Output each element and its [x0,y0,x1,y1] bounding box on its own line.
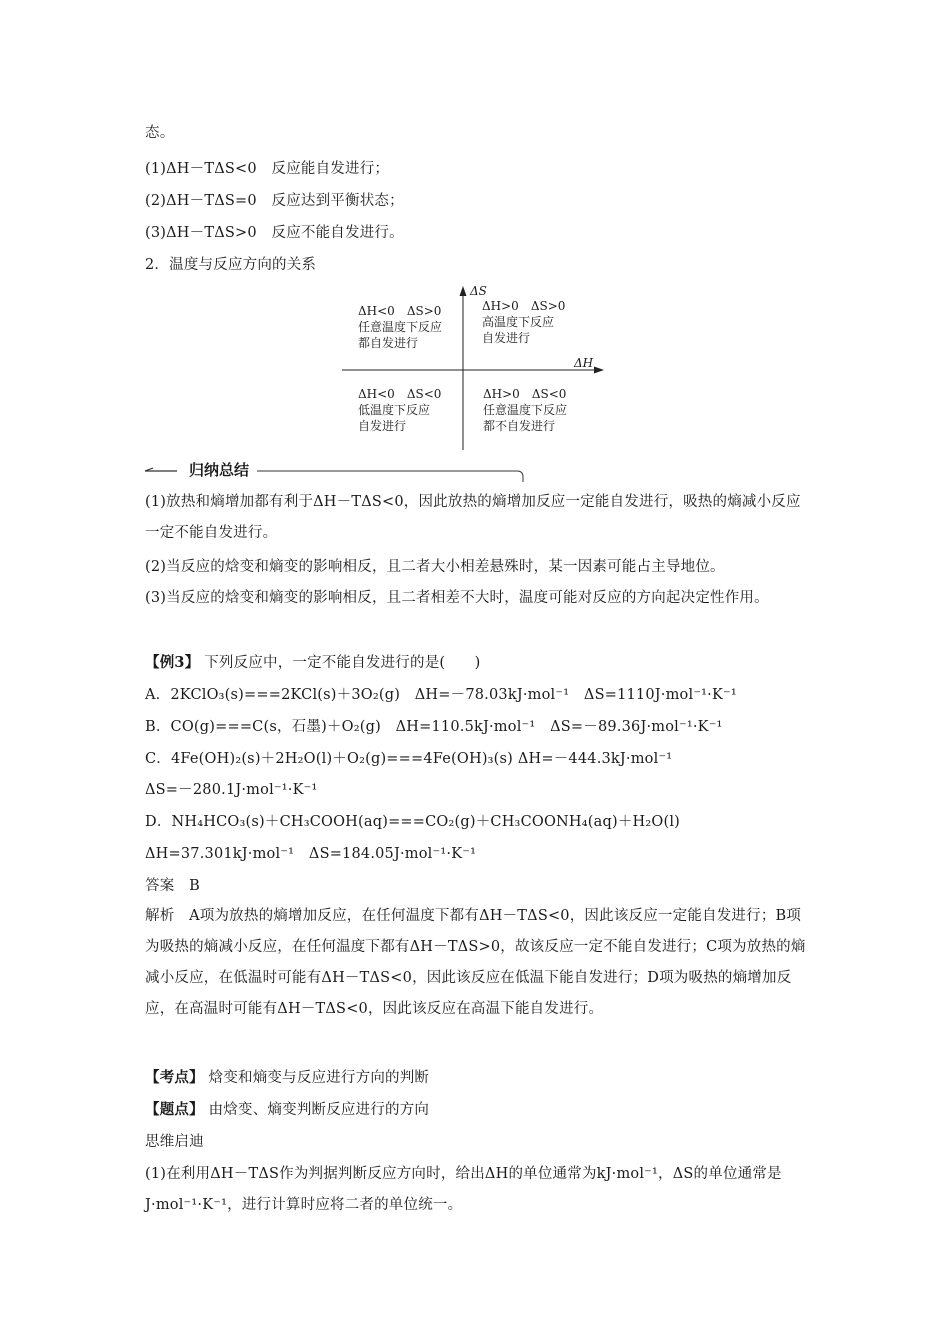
option-c-continued: ΔS=－280.1J·mol⁻¹·K⁻¹ [145,782,318,798]
option-c: C．4Fe(OH)₂(s)＋2H₂O(l)＋O₂(g)===4Fe(OH)₃(s) ΔH=－444.3kJ·mol⁻¹ [145,751,673,767]
question-point: 【题点】 由焓变、熵变判断反应进行的方向 [145,1101,430,1118]
answer: 答案 B [145,878,200,894]
section-heading: 2．温度与反应方向的关系 [145,257,317,273]
criterion-3: (3)ΔH－TΔS>0 反应不能自发进行。 [145,225,404,241]
quadrant-lower-left: ΔH<0 ΔS<0 低温度下反应 自发进行 [358,387,442,433]
x-axis-label: ΔH [574,356,594,370]
example-question-text: 下列反应中，一定不能自发进行的是( ) [204,655,481,671]
quadrant-upper-right: ΔH>0 ΔS>0 高温度下反应 自发进行 [482,299,566,345]
quadrant-lower-right: ΔH>0 ΔS<0 任意温度下反应 都不自发进行 [483,387,568,433]
option-a: A．2KClO₃(s)===2KCl(s)＋3O₂(g) ΔH=－78.03kJ·mol⁻¹ ΔS=1110J·mol⁻¹·K⁻¹ [145,687,737,703]
y-axis-label: ΔS [470,284,487,298]
summary-point-2: (2)当反应的焓变和熵变的影响相反，且二者大小相差悬殊时，某一因素可能占主导地位。 [145,559,725,575]
knowledge-point: 【考点】 焓变和熵变与反应进行方向的判断 [145,1069,430,1086]
quadrant-upper-left: ΔH<0 ΔS>0 任意温度下反应 都自发进行 [358,304,443,350]
summary-point-1: (1)放热和熵增加都有利于ΔH－TΔS<0，因此放热的熵增加反应一定能自发进行，吸热的熵减小反应一定不能自发进行。 [145,494,801,541]
text-continuation: 态。 [145,125,175,141]
criterion-2: (2)ΔH－TΔS=0 反应达到平衡状态； [145,193,404,209]
option-d-continued: ΔH=37.301kJ·mol⁻¹ ΔS=184.05J·mol⁻¹·K⁻¹ [145,846,477,862]
summary-point-3: (3)当反应的焓变和熵变的影响相反，且二者相差不大时，温度可能对反应的方向起决定性作用。 [145,590,769,606]
summary-title: 归纳总结 [185,459,253,480]
example-question [145,652,481,674]
analysis: 解析 A项为放热的熵增加反应，在任何温度下都有ΔH－TΔS<0，因此该反应一定能自发进行；B项为吸热的熵减小反应，在任何温度下都有ΔH－TΔS>0，故该反应一定不能自发进行；C项为放热的熵减小反应，在低温时可能有ΔH－TΔS<0，因此该反应在低温下能自发进行；D项为吸热的熵增加反应，在高温时可能有ΔH－TΔS<0，因此该反应在高温下能自发进行。 [145,908,806,1017]
summary-header [145,458,525,482]
thinking-point-1: (1)在利用ΔH－TΔS作为判据判断反应方向时，给出ΔH的单位通常为kJ·mol⁻¹，ΔS的单位通常是J·mol⁻¹·K⁻¹，进行计算时应将二者的单位统一。 [145,1166,782,1213]
quadrant-diagram [340,282,610,452]
option-b: B．CO(g)===C(s，石墨)＋O₂(g) ΔH=110.5kJ·mol⁻¹ ΔS=－89.36J·mol⁻¹·K⁻¹ [145,719,723,735]
option-d: D．NH₄HCO₃(s)＋CH₃COOH(aq)===CO₂(g)＋CH₃COONH₄(aq)＋H₂O(l) [145,814,681,830]
criterion-1: (1)ΔH－TΔS<0 反应能自发进行； [145,161,390,177]
example-label: 【例3】 [145,654,200,671]
thinking-title: 思维启迪 [145,1134,204,1150]
